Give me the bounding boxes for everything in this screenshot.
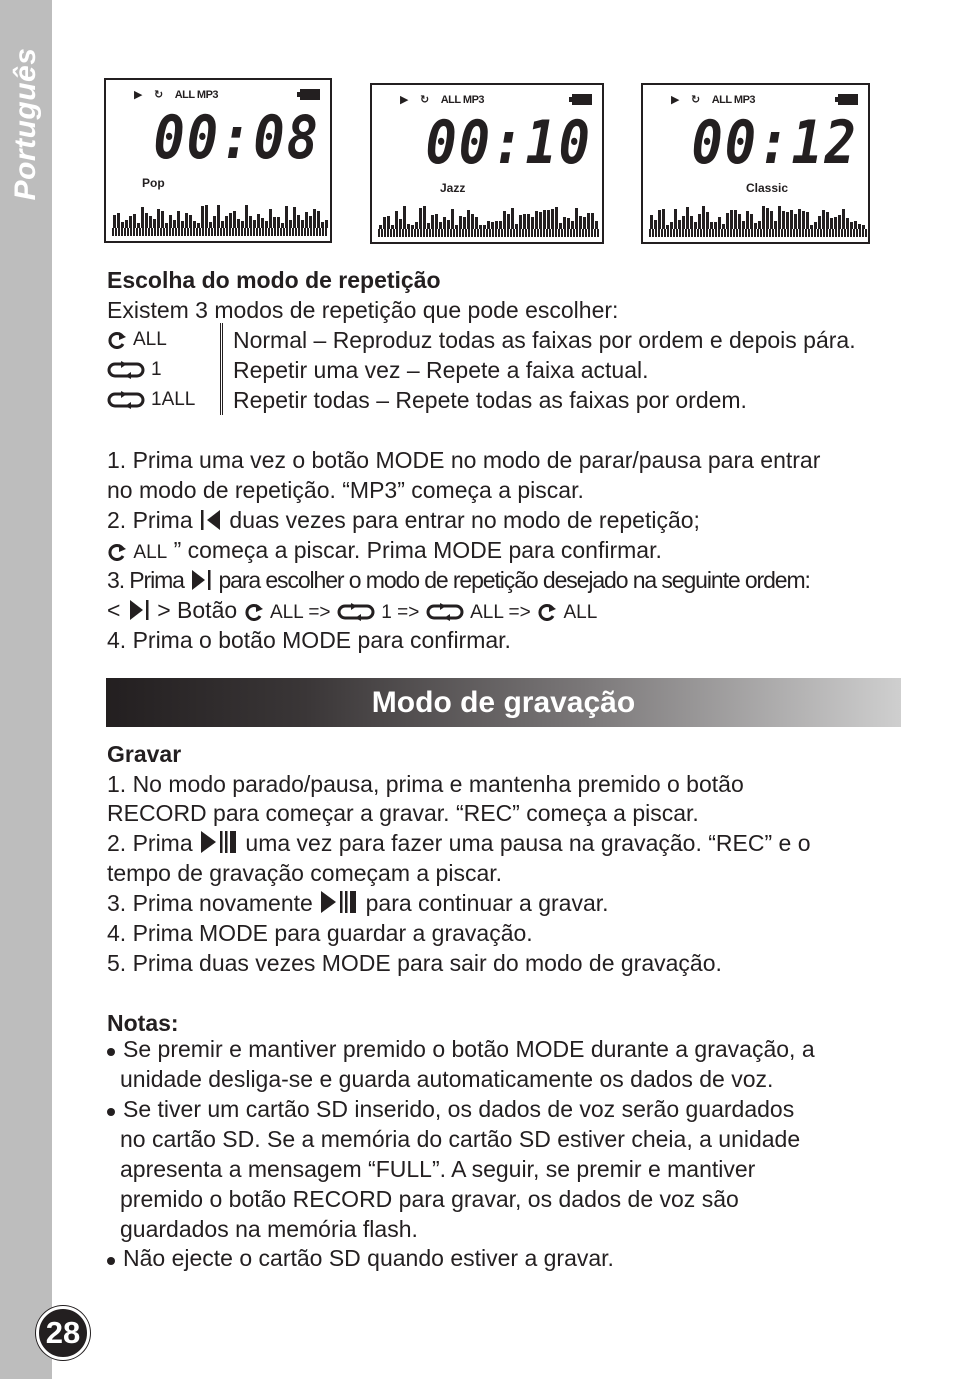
record-step-4: 4. Prima MODE para guardar a gravação. — [107, 920, 533, 946]
repeat-icon: ↻ — [690, 94, 700, 106]
bullet-icon — [107, 1257, 115, 1265]
sidebar-language-label: Português — [9, 47, 42, 201]
record-step-2-line-2: tempo de gravação começam a piscar. — [107, 860, 503, 886]
equalizer-bars — [647, 199, 868, 239]
repeat-step-2: 2. Prima duas vezes para entrar no modo de repetição; — [107, 507, 700, 533]
next-track-icon — [127, 599, 151, 621]
play-icon: ▶ — [134, 89, 142, 101]
record-step-5: 5. Prima duas vezes MODE para sair do modo de gravação. — [107, 950, 722, 976]
repeat-mode-key: ALL — [133, 329, 167, 350]
lcd-display-classic — [641, 83, 870, 244]
record-step-1-line-1: 1. No modo parado/pausa, prima e mantenha premido o botão — [107, 771, 744, 797]
repeat-mode-key: 1ALL — [151, 389, 196, 410]
note-item-cont: no cartão SD. Se a memória do cartão SD estiver cheia, a unidade — [120, 1126, 801, 1152]
lcd-time: 00:08 — [153, 104, 320, 173]
bullet-icon — [107, 1108, 115, 1116]
battery-icon — [572, 94, 592, 105]
battery-icon — [300, 89, 320, 100]
repeat-mode-desc: Normal – Reproduz todas as faixas por ordem e depois pára. — [233, 327, 856, 353]
repeat-icon: ↻ — [419, 94, 429, 106]
repeat-one-icon — [337, 603, 375, 621]
repeat-all-icon — [537, 603, 557, 621]
repeat-all-icon — [107, 331, 127, 349]
note-item: Não ejecte o cartão SD quando estiver a gravar. — [107, 1243, 614, 1273]
page-number-badge: 28 — [36, 1306, 90, 1360]
lcd-indicator: ALL MP3 — [440, 93, 485, 106]
lcd-genre: Classic — [746, 181, 789, 195]
play-pause-icon — [319, 890, 359, 914]
lcd-genre: Jazz — [440, 181, 466, 195]
play-icon: ▶ — [400, 94, 408, 106]
repeat-mode-key: 1 — [151, 359, 162, 380]
repeat-step-3: 3. Prima para escolher o modo de repetição desejado na seguinte ordem: — [107, 567, 810, 593]
lcd-display-jazz — [370, 83, 604, 244]
battery-icon — [838, 94, 858, 105]
lcd-genre: Pop — [142, 176, 165, 190]
section-banner-record-mode: Modo de gravação — [106, 678, 901, 727]
record-step-2: 2. Prima uma vez para fazer uma pausa na gravação. “REC” e o — [107, 830, 811, 856]
repeat-step-1-line-1: 1. Prima uma vez o botão MODE no modo de parar/pausa para entrar — [107, 447, 821, 473]
repeat-step-2-cont: ALL ” começa a piscar. Prima MODE para confirmar. — [107, 535, 662, 568]
equalizer-bars — [110, 198, 330, 238]
repeat-sequence: < > Botão ALL => 1 => ALL => ALL — [107, 597, 598, 623]
repeat-step-1-line-2: no modo de repetição. “MP3” começa a piscar. — [107, 477, 584, 503]
record-step-3: 3. Prima novamente para continuar a gravar. — [107, 890, 609, 916]
lcd-time: 00:12 — [691, 109, 858, 178]
play-icon: ▶ — [671, 94, 679, 106]
next-track-icon — [189, 569, 213, 591]
record-heading: Gravar — [107, 741, 182, 767]
play-pause-icon — [199, 830, 239, 854]
previous-track-icon — [199, 509, 223, 531]
repeat-mode-desc: Repetir todas – Repete todas as faixas por ordem. — [233, 387, 747, 413]
repeat-one-all-icon — [426, 603, 464, 621]
note-item-cont: guardados na memória flash. — [120, 1216, 418, 1242]
lcd-display-pop — [104, 78, 332, 243]
repeat-mode-desc: Repetir uma vez – Repete a faixa actual. — [233, 357, 649, 383]
repeat-heading: Escolha do modo de repetição — [107, 267, 441, 293]
mode-table-divider — [220, 323, 223, 415]
bullet-icon — [107, 1048, 115, 1056]
repeat-all-icon — [107, 543, 127, 561]
language-sidebar — [0, 0, 52, 1379]
repeat-all-icon — [244, 603, 264, 621]
repeat-step-4: 4. Prima o botão MODE para confirmar. — [107, 627, 511, 653]
lcd-indicator: ALL MP3 — [174, 88, 219, 101]
repeat-one-all-icon — [107, 391, 145, 409]
repeat-intro: Existem 3 modos de repetição que pode escolher: — [107, 297, 619, 323]
lcd-indicator: ALL MP3 — [711, 93, 756, 106]
note-item: Se tiver um cartão SD inserido, os dados de voz serão guardados — [107, 1094, 794, 1124]
repeat-icon: ↻ — [153, 89, 163, 101]
note-item-cont: premido o botão RECORD para gravar, os dados de voz são — [120, 1186, 739, 1212]
notes-heading: Notas: — [107, 1010, 179, 1036]
repeat-one-icon — [107, 361, 145, 379]
lcd-time: 00:10 — [425, 109, 592, 178]
note-item: Se premir e mantiver premido o botão MODE durante a gravação, a — [107, 1034, 815, 1064]
record-step-1-line-2: RECORD para começar a gravar. “REC” começa a piscar. — [107, 800, 699, 826]
note-item-cont: apresenta a mensagem “FULL”. A seguir, se premir e mantiver — [120, 1156, 756, 1182]
note-item-cont: unidade desliga-se e guarda automaticamente os dados de voz. — [120, 1066, 774, 1092]
equalizer-bars — [376, 199, 602, 239]
